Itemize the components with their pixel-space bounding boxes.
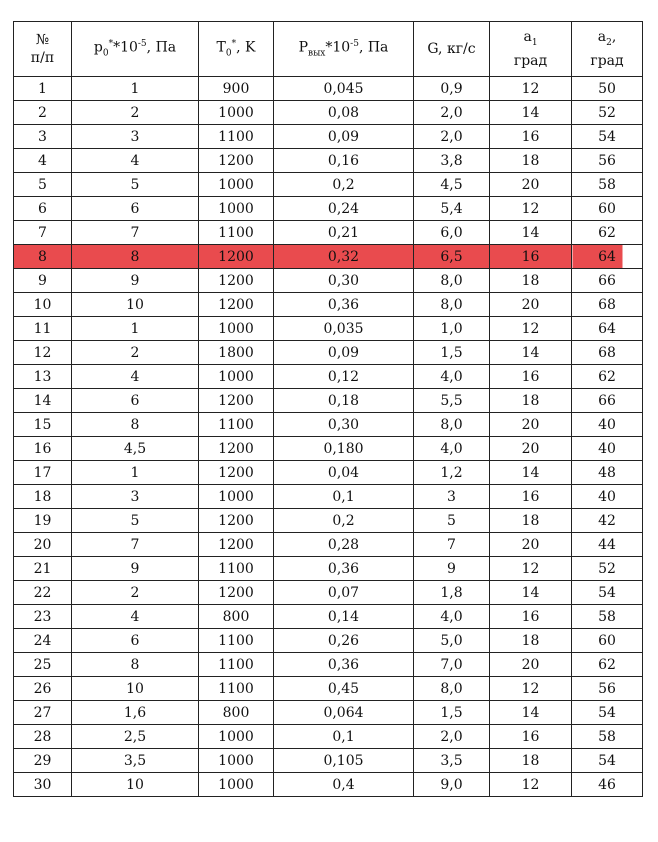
cell-row-number: 3 — [14, 125, 72, 149]
cell-a2: 54 — [572, 581, 643, 605]
cell-g: 3 — [414, 485, 490, 509]
cell-t0: 1200 — [199, 461, 274, 485]
cell-g: 5,0 — [414, 629, 490, 653]
cell-g: 2,0 — [414, 125, 490, 149]
cell-p-out: 0,09 — [274, 341, 414, 365]
cell-a2: 56 — [572, 677, 643, 701]
cell-t0: 1200 — [199, 437, 274, 461]
cell-row-number: 21 — [14, 557, 72, 581]
cell-p0: 2 — [72, 581, 199, 605]
cell-t0: 800 — [199, 605, 274, 629]
cell-p-out: 0,32 — [274, 245, 414, 269]
cell-p0: 8 — [72, 653, 199, 677]
table-row — [14, 197, 643, 221]
cell-p0: 2 — [72, 341, 199, 365]
table-row — [14, 605, 643, 629]
cell-g: 9 — [414, 557, 490, 581]
cell-a2: 62 — [572, 653, 643, 677]
cell-p0: 4 — [72, 605, 199, 629]
cell-a1: 16 — [490, 725, 572, 749]
p0-sup: * — [108, 39, 114, 50]
table-row — [14, 341, 643, 365]
pout-unit: , Па — [358, 39, 389, 56]
cell-g: 8,0 — [414, 677, 490, 701]
cell-row-number: 27 — [14, 701, 72, 725]
cell-row-number: 15 — [14, 413, 72, 437]
cell-g: 4,0 — [414, 605, 490, 629]
cell-t0: 1100 — [199, 221, 274, 245]
cell-a1: 14 — [490, 701, 572, 725]
cell-a1: 12 — [490, 557, 572, 581]
table-row-highlighted — [14, 245, 643, 269]
table-row — [14, 221, 643, 245]
cell-g: 2,0 — [414, 101, 490, 125]
cell-p-out: 0,035 — [274, 317, 414, 341]
table-row — [14, 389, 643, 413]
cell-a1: 18 — [490, 629, 572, 653]
t0-unit: , K — [236, 39, 256, 56]
header-p0 — [72, 22, 199, 77]
cell-a2: 68 — [572, 341, 643, 365]
header-a1 — [490, 22, 572, 77]
cell-t0: 1100 — [199, 557, 274, 581]
cell-p-out: 0,30 — [274, 413, 414, 437]
table-row — [14, 629, 643, 653]
cell-row-number: 10 — [14, 293, 72, 317]
cell-p0: 10 — [72, 293, 199, 317]
cell-p0: 4 — [72, 149, 199, 173]
cell-row-number: 26 — [14, 677, 72, 701]
cell-g: 8,0 — [414, 269, 490, 293]
cell-t0: 1200 — [199, 581, 274, 605]
cell-p0: 4,5 — [72, 437, 199, 461]
cell-p-out: 0,064 — [274, 701, 414, 725]
table-row — [14, 653, 643, 677]
cell-p-out: 0,16 — [274, 149, 414, 173]
cell-p-out: 0,36 — [274, 653, 414, 677]
cell-t0: 1000 — [199, 485, 274, 509]
cell-a1: 16 — [490, 365, 572, 389]
cell-p0: 5 — [72, 173, 199, 197]
cell-p0: 2,5 — [72, 725, 199, 749]
table-row — [14, 413, 643, 437]
cell-p0: 7 — [72, 221, 199, 245]
cell-p-out: 0,045 — [274, 77, 414, 101]
cell-p-out: 0,2 — [274, 173, 414, 197]
cell-row-number: 14 — [14, 389, 72, 413]
cell-a1: 18 — [490, 509, 572, 533]
cell-a1: 20 — [490, 437, 572, 461]
cell-t0: 1800 — [199, 341, 274, 365]
cell-t0: 800 — [199, 701, 274, 725]
cell-p0: 3 — [72, 485, 199, 509]
cell-g: 8,0 — [414, 413, 490, 437]
header-t0 — [199, 22, 274, 77]
cell-p0: 6 — [72, 197, 199, 221]
cell-g: 1,8 — [414, 581, 490, 605]
cell-p0: 1 — [72, 77, 199, 101]
cell-g: 2,0 — [414, 725, 490, 749]
table-row — [14, 101, 643, 125]
cell-row-number: 1 — [14, 77, 72, 101]
cell-t0: 1000 — [199, 365, 274, 389]
a1-sub: 1 — [531, 37, 538, 48]
cell-g: 5,5 — [414, 389, 490, 413]
cell-a1: 20 — [490, 293, 572, 317]
cell-row-number: 19 — [14, 509, 72, 533]
cell-g: 7 — [414, 533, 490, 557]
cell-a2: 66 — [572, 269, 643, 293]
cell-t0: 900 — [199, 77, 274, 101]
a2-sub: 2 — [606, 37, 612, 48]
cell-row-number: 4 — [14, 149, 72, 173]
cell-t0: 1100 — [199, 413, 274, 437]
table-row — [14, 701, 643, 725]
cell-t0: 1000 — [199, 749, 274, 773]
cell-p-out: 0,04 — [274, 461, 414, 485]
cell-row-number: 13 — [14, 365, 72, 389]
header-g — [414, 22, 490, 77]
table-row — [14, 485, 643, 509]
cell-a1: 16 — [490, 245, 572, 269]
cell-a2: 52 — [572, 557, 643, 581]
cell-t0: 1000 — [199, 101, 274, 125]
cell-g: 7,0 — [414, 653, 490, 677]
table-row — [14, 173, 643, 197]
header-a2 — [572, 22, 643, 77]
cell-a2: 64 — [572, 245, 643, 269]
cell-a2: 40 — [572, 485, 643, 509]
cell-p-out: 0,08 — [274, 101, 414, 125]
a2-comma: , — [611, 29, 617, 46]
cell-row-number: 17 — [14, 461, 72, 485]
cell-g: 3,5 — [414, 749, 490, 773]
table-row — [14, 749, 643, 773]
cell-p0: 7 — [72, 533, 199, 557]
cell-a1: 14 — [490, 101, 572, 125]
cell-a2: 46 — [572, 773, 643, 797]
table-row — [14, 149, 643, 173]
cell-a1: 14 — [490, 581, 572, 605]
cell-a2: 54 — [572, 125, 643, 149]
cell-row-number: 20 — [14, 533, 72, 557]
cell-row-number: 28 — [14, 725, 72, 749]
cell-g: 8,0 — [414, 293, 490, 317]
cell-t0: 1000 — [199, 317, 274, 341]
table-row — [14, 461, 643, 485]
cell-a1: 12 — [490, 773, 572, 797]
cell-p0: 1,6 — [72, 701, 199, 725]
cell-a1: 18 — [490, 389, 572, 413]
header-num-line2: п/п — [30, 50, 55, 66]
a1-base: a — [523, 29, 532, 46]
cell-row-number: 9 — [14, 269, 72, 293]
cell-t0: 1200 — [199, 293, 274, 317]
variants-table — [13, 21, 643, 797]
cell-t0: 1200 — [199, 245, 274, 269]
cell-a1: 14 — [490, 221, 572, 245]
cell-p-out: 0,1 — [274, 485, 414, 509]
header-num-line1: № — [35, 32, 50, 48]
cell-a2: 64 — [572, 317, 643, 341]
pout-sub: вых — [308, 48, 326, 59]
cell-a2: 44 — [572, 533, 643, 557]
cell-a2: 62 — [572, 221, 643, 245]
cell-p-out: 0,21 — [274, 221, 414, 245]
cell-a2: 52 — [572, 101, 643, 125]
cell-g: 1,5 — [414, 701, 490, 725]
cell-a2: 58 — [572, 605, 643, 629]
t0-sup: * — [231, 39, 237, 50]
cell-p0: 3 — [72, 125, 199, 149]
cell-t0: 1100 — [199, 125, 274, 149]
table-row — [14, 437, 643, 461]
cell-p-out: 0,30 — [274, 269, 414, 293]
cell-p0: 1 — [72, 317, 199, 341]
cell-t0: 1200 — [199, 269, 274, 293]
cell-p0: 9 — [72, 557, 199, 581]
cell-g: 0,9 — [414, 77, 490, 101]
cell-a2: 60 — [572, 629, 643, 653]
cell-a2: 60 — [572, 197, 643, 221]
table-row — [14, 581, 643, 605]
cell-p-out: 0,105 — [274, 749, 414, 773]
cell-p-out: 0,4 — [274, 773, 414, 797]
cell-p-out: 0,36 — [274, 293, 414, 317]
cell-row-number: 7 — [14, 221, 72, 245]
cell-a2: 58 — [572, 173, 643, 197]
cell-a2: 56 — [572, 149, 643, 173]
cell-p0: 5 — [72, 509, 199, 533]
cell-p0: 1 — [72, 461, 199, 485]
cell-t0: 1200 — [199, 533, 274, 557]
t0-sub: 0 — [225, 48, 232, 59]
table-row — [14, 533, 643, 557]
cell-a1: 12 — [490, 677, 572, 701]
pout-base: P — [298, 39, 309, 56]
p0-exp: -5 — [137, 39, 147, 50]
cell-row-number: 25 — [14, 653, 72, 677]
cell-g: 6,0 — [414, 221, 490, 245]
p0-unit: , Па — [146, 39, 177, 56]
cell-p-out: 0,180 — [274, 437, 414, 461]
cell-g: 1,0 — [414, 317, 490, 341]
cell-row-number: 6 — [14, 197, 72, 221]
cell-row-number: 24 — [14, 629, 72, 653]
p0-base: p — [93, 39, 103, 56]
cell-row-number: 12 — [14, 341, 72, 365]
t0-base: T — [216, 39, 226, 56]
table-body — [14, 77, 643, 797]
header-pout — [274, 22, 414, 77]
cell-a2: 40 — [572, 413, 643, 437]
cell-a1: 12 — [490, 317, 572, 341]
cell-p0: 2 — [72, 101, 199, 125]
cell-p0: 10 — [72, 773, 199, 797]
cell-t0: 1000 — [199, 197, 274, 221]
cell-p0: 3,5 — [72, 749, 199, 773]
table-row — [14, 509, 643, 533]
cell-a1: 16 — [490, 485, 572, 509]
cell-p-out: 0,2 — [274, 509, 414, 533]
cell-a1: 18 — [490, 749, 572, 773]
cell-p-out: 0,12 — [274, 365, 414, 389]
table-row — [14, 557, 643, 581]
cell-p0: 4 — [72, 365, 199, 389]
cell-t0: 1000 — [199, 173, 274, 197]
cell-row-number: 29 — [14, 749, 72, 773]
cell-a1: 20 — [490, 173, 572, 197]
cell-p0: 9 — [72, 269, 199, 293]
cell-a1: 16 — [490, 125, 572, 149]
cell-g: 5,4 — [414, 197, 490, 221]
cell-t0: 1000 — [199, 725, 274, 749]
header-row-number — [14, 22, 72, 77]
cell-g: 9,0 — [414, 773, 490, 797]
cell-row-number: 8 — [14, 245, 72, 269]
cell-a2: 40 — [572, 437, 643, 461]
table-row — [14, 125, 643, 149]
table-row — [14, 317, 643, 341]
table-row — [14, 773, 643, 797]
cell-g: 4,5 — [414, 173, 490, 197]
cell-p-out: 0,45 — [274, 677, 414, 701]
table-row — [14, 269, 643, 293]
cell-a2: 58 — [572, 725, 643, 749]
cell-a1: 14 — [490, 341, 572, 365]
cell-p-out: 0,14 — [274, 605, 414, 629]
cell-p0: 10 — [72, 677, 199, 701]
p0-sub: 0 — [102, 48, 109, 59]
cell-a2: 42 — [572, 509, 643, 533]
cell-p-out: 0,18 — [274, 389, 414, 413]
cell-row-number: 23 — [14, 605, 72, 629]
cell-p-out: 0,36 — [274, 557, 414, 581]
cell-t0: 1100 — [199, 629, 274, 653]
cell-a2: 54 — [572, 701, 643, 725]
pout-exp: -5 — [350, 39, 359, 50]
a2-unit: град — [590, 52, 624, 69]
cell-p-out: 0,24 — [274, 197, 414, 221]
a2-base: a — [597, 29, 607, 46]
cell-t0: 1100 — [199, 653, 274, 677]
cell-t0: 1200 — [199, 509, 274, 533]
cell-g: 1,2 — [414, 461, 490, 485]
cell-a2: 48 — [572, 461, 643, 485]
cell-g: 1,5 — [414, 341, 490, 365]
cell-a1: 12 — [490, 197, 572, 221]
cell-p-out: 0,07 — [274, 581, 414, 605]
cell-row-number: 2 — [14, 101, 72, 125]
cell-p0: 6 — [72, 389, 199, 413]
cell-row-number: 30 — [14, 773, 72, 797]
cell-t0: 1200 — [199, 389, 274, 413]
cell-row-number: 11 — [14, 317, 72, 341]
cell-a1: 16 — [490, 605, 572, 629]
cell-row-number: 16 — [14, 437, 72, 461]
cell-p-out: 0,26 — [274, 629, 414, 653]
cell-p-out: 0,1 — [274, 725, 414, 749]
cell-a1: 20 — [490, 653, 572, 677]
table-row — [14, 293, 643, 317]
cell-a2: 68 — [572, 293, 643, 317]
p0-mid: *10 — [113, 39, 138, 56]
cell-g: 6,5 — [414, 245, 490, 269]
cell-a2: 54 — [572, 749, 643, 773]
cell-a2: 66 — [572, 389, 643, 413]
table-row — [14, 365, 643, 389]
cell-a1: 12 — [490, 77, 572, 101]
table-row — [14, 677, 643, 701]
cell-a1: 18 — [490, 149, 572, 173]
pout-mid: *10 — [325, 39, 351, 56]
g-label: G, кг/с — [427, 41, 476, 57]
cell-p0: 6 — [72, 629, 199, 653]
cell-p0: 8 — [72, 413, 199, 437]
cell-p0: 8 — [72, 245, 199, 269]
cell-a2: 50 — [572, 77, 643, 101]
cell-row-number: 18 — [14, 485, 72, 509]
cell-t0: 1000 — [199, 773, 274, 797]
cell-p-out: 0,28 — [274, 533, 414, 557]
cell-a1: 14 — [490, 461, 572, 485]
cell-g: 3,8 — [414, 149, 490, 173]
cell-g: 5 — [414, 509, 490, 533]
cell-p-out: 0,09 — [274, 125, 414, 149]
cell-t0: 1200 — [199, 149, 274, 173]
cell-g: 4,0 — [414, 365, 490, 389]
cell-a1: 20 — [490, 533, 572, 557]
header-row — [14, 22, 643, 77]
table-row — [14, 725, 643, 749]
cell-row-number: 5 — [14, 173, 72, 197]
cell-t0: 1100 — [199, 677, 274, 701]
table-row — [14, 77, 643, 101]
cell-g: 4,0 — [414, 437, 490, 461]
cell-a1: 18 — [490, 269, 572, 293]
a1-unit: град — [513, 52, 548, 69]
cell-a1: 20 — [490, 413, 572, 437]
cell-a2: 62 — [572, 365, 643, 389]
cell-row-number: 22 — [14, 581, 72, 605]
